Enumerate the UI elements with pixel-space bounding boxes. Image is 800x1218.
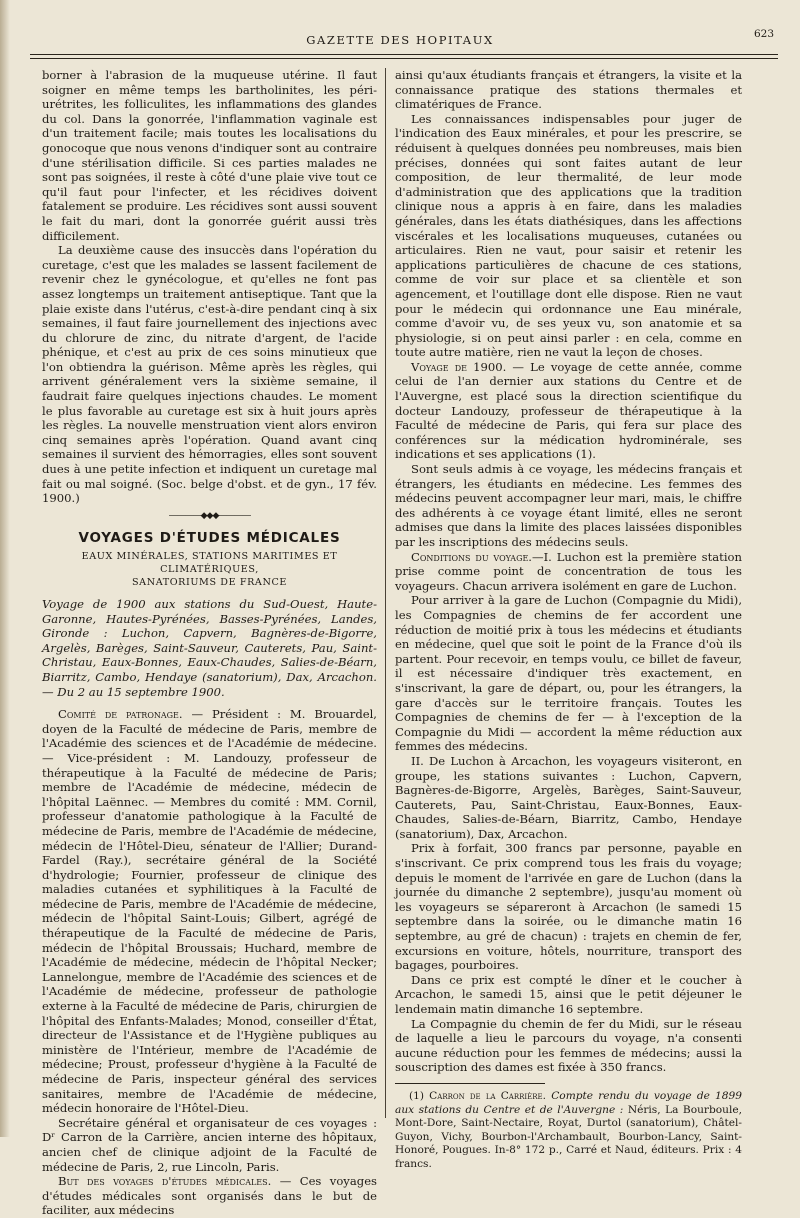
paragraph-secretaire: Secrétaire général et organisateur de ces voyages : Dʳ Carron de la Carrière, ancien interne des hôpitaux, ancien chef de clinique adjoint de la Faculté de médecine de Paris, 2, rue Lincoln, Paris.	[42, 1115, 377, 1174]
comite-text: — Président : M. Brouardel, doyen de la Faculté de médecine de Paris, membre de l'Académie des sciences et de l'Académie de médecine. — Vice-président : M. Landouzy, professeur de thérapeutique à la Faculté de médecine de Paris; membre de l'Académie de médecine, médecin de l'hôpital Laënnec. — Membres du comité : MM. Cornil, professeur d'anatomie pathologique à la Faculté de médecine de Paris, membre de l'Académie de médecine, médecin de l'Hôtel-Dieu, sénateur de l'Allier; Durand-Fardel (Ray.), secrétaire général de la Société d'hydrologie; Fournier, professeur de clinique des maladies cutanées et syphilitiques à la Faculté de médecine de Paris, membre de l'Académie de médecine, médecin de l'hôpital Saint-Louis; Gilbert, agrégé de thérapeutique de la Faculté de médecine de Paris, médecin de l'hôpital Broussais; Huchard, membre de l'Académie de médecine, médecin de l'hôpital Necker; Lannelongue, membre de l'Académie des sciences et de l'Académie de médecine, professeur de pathologie externe à la Faculté de médecine de Paris, chirurgien de l'hôpital des Enfants-Malades; Monod, conseiller d'État, directeur de l'Assistance et de l'Hygiène publiques au ministère de l'Intérieur, membre de l'Académie de médecine; Proust, professeur d'hygiène à la Faculté de médecine de Paris, inspecteur général des services sanitaires, membre de l'Académie de médecine, médecin honoraire de l'Hôtel-Dieu.	[42, 707, 377, 1116]
comite-label: Comité de patronage.	[58, 707, 183, 722]
paragraph-diner: Dans ce prix est compté le dîner et le coucher à Arcachon, le samedi 15, ainsi que le petit déjeuner le lendemain matin dimanche 16 septembre.	[395, 972, 742, 1016]
subtitle-line-2: SANATORIUMS DE FRANCE	[132, 577, 287, 588]
paragraph-admission: Sont seuls admis à ce voyage, les médecins français et étrangers, les étudiants en médecine. Les femmes des médecins peuvent accompagner leur mari, mais, le chiffre des adhérents à ce voyage étant limité, elles ne seront admises que dans la limite des places laissées disponibles par les inscriptions des médecins seuls.	[395, 462, 742, 549]
footnote-author: (1) Carron de la Carrière.	[409, 1089, 547, 1102]
column-divider	[385, 68, 386, 1118]
paragraph-stations: II. De Luchon à Arcachon, les voyageurs visiteront, en groupe, les stations suivantes : Luchon, Capvern, Bagnères-de-Bigorre, Argelès, Barèges, Saint-Sauveur, Cauterets, Pau, Saint-Christau, Eaux-Bonnes, Eaux-Chaudes, Salies-de-Béarn, Biarritz, Cambo, Hendaye (sanatorium), Dax, Arcachon.	[395, 753, 742, 841]
section-ornament: ————◆◆◆————	[168, 510, 251, 521]
subtitle-line-1: EAUX MINÉRALES, STATIONS MARITIMES ET CLIMATÉRIQUES,	[81, 551, 338, 575]
conditions-label: Conditions du voyage.	[411, 549, 532, 564]
page-header	[22, 28, 778, 56]
paragraph-prix: Prix à forfait, 300 francs par personne, payable en s'inscrivant. Ce prix comprend tous les frais du voyage; depuis le moment de l'arrivée en gare de Luchon (dans la journée du dimanche 2 septembre), jusqu'au moment où les voyageurs se sépareront à Arcachon (le samedi 15 septembre dans la soirée, ou le dimanche matin 16 septembre, au gré de chacun) : trajets en chemin de fer, excursions en voiture, hôtels, nourriture, transport des bagages, pourboires.	[395, 841, 742, 973]
conditions-text: —I. Luchon est la première station prise comme point de concentration de tous les voyageurs. Chacun arrivera isolément en gare de Luchon.	[395, 549, 743, 593]
section-title: VOYAGES D'ÉTUDES MÉDICALES	[78, 530, 341, 547]
paragraph-comite	[42, 707, 377, 1116]
left-column	[42, 68, 377, 1218]
header-rule-thick	[30, 54, 778, 55]
paragraph-continuation: ainsi qu'aux étudiants français et étrangers, la visite et la connaissance pratique des stations thermales et climatériques de France.	[395, 68, 742, 112]
but-label: But des voyages d'études médicales.	[58, 1174, 272, 1189]
itinerary: Voyage de 1900 aux stations du Sud-Ouest, Haute-Garonne, Hautes-Pyrénées, Basses-Pyrénées, Landes, Gironde : Luchon, Capvern, Bagnères-de-Bigorre, Argelès, Barèges, Saint-Sauveur, Cauterets, Pau, Saint-Christau, Eaux-Bonnes, Eaux-Chaudes, Salies-de-Béarn, Biarritz, Cambo, Hendaye (sanatorium), Dax, Arcachon. — Du 2 au 15 septembre 1900.	[42, 597, 377, 699]
footnote-title: Compte rendu du voyage de 1899 aux stations du Centre et de l'Auvergne :	[395, 1089, 743, 1116]
footnote-text: Néris, La Bourboule, Mont-Dore, Saint-Nectaire, Royat, Durtol (sanatorium), Châtel-Guyon, Vichy, Bourbon-l'Archambault, Bourbon-Lancy, Saint-Honoré, Pougues. In-8° 172 p., Carré et Naud, éditeurs. Prix : 4 francs.	[395, 1103, 742, 1170]
paragraph-compagnie-midi: La Compagnie du chemin de fer du Midi, sur le réseau de laquelle a lieu le parcours du voyage, n'a consenti aucune réduction pour les femmes de médecins; aussi la souscription des dames est fixée à 350 francs.	[395, 1016, 742, 1075]
header-rule-thin	[30, 58, 778, 59]
footnote	[395, 1090, 742, 1172]
page-edge-shadow	[0, 0, 10, 1137]
paragraph-but	[42, 1174, 377, 1218]
footnote-rule	[395, 1083, 545, 1084]
paragraph-conditions	[395, 550, 742, 594]
but-text: — Ces voyages d'études médicales sont organisés dans le but de faciliter, aux médecins	[42, 1174, 377, 1218]
paragraph-gare-luchon: Pour arriver à la gare de Luchon (Compagnie du Midi), les Compagnies de chemins de fer accordent une réduction de moitié prix à tous les médecins et étudiants en médecine, quel que soit le point de la France d'où ils partent. Pour recevoir, en temps voulu, ce billet de faveur, il est nécessaire d'indiquer très exactement, en s'inscrivant, la gare de départ, ou, pour les étrangers, la gare d'accès sur le territoire français. Toutes les Compagnies de chemins de fer — à l'exception de la Compagnie du Midi — accordent la même réduction aux femmes des médecins.	[395, 593, 742, 754]
voyage-label: Voyage de 1900.	[411, 359, 507, 374]
running-title: GAZETTE DES HOPITAUX	[306, 33, 494, 47]
paragraph-connaissances: Les connaissances indispensables pour juger de l'indication des Eaux minérales, et pour les prescrire, se réduisent à quelques données peu nombreuses, mais bien précises, données qui sont faites autant de leur composition, de leur thermalité, de leur mode d'administration que des applications que la tradition clinique nous a appris à en faire, dans les maladies générales, dans les états diathésiques, dans les affections viscérales et les localisations muqueuses, cutanées ou articulaires. Rien ne vaut, pour saisir et retenir les applications particulières de chacune de ces stations, comme de voir sur place et sa clientèle et son agencement, et l'outillage dont elle dispose. Rien ne vaut pour le médecin qui ordonnance une Eau minérale, comme d'avoir vu, de ses yeux vu, son anatomie et sa physiologie, si on peut ainsi parler : en cela, comme en toute autre matière, rien ne vaut la leçon de choses.	[395, 111, 742, 360]
paragraph-voyage-1900	[395, 360, 742, 462]
paragraph-curetage: La deuxième cause des insuccès dans l'opération du curetage, c'est que les malades se lassent facilement de revenir chez le gynécologue, et qu'elles ne font pas assez longtemps un traitement antiseptique. Tant que la plaie existe dans l'utérus, c'est-à-dire pendant cinq à six semaines, il faut faire journellement des injections avec du chlorure de zinc, du nitrate d'argent, de l'acide phénique, et c'est au prix de ces soins minutieux que l'on obtiendra la guérison. Même après les règles, qui arrivent généralement vers la sixième semaine, il faudrait faire quelques injections chaudes. Le moment le plus favorable au curetage est six à huit jours après les règles. La nouvelle menstruation vient alors environ cinq semaines après l'opération. Quand avant cinq semaines il survient des hémorragies, elles sont souvent dues à une petite infection et indiquent un curetage mal fait ou mal soigné. (Soc. belge d'obst. et de gyn., 17 fév. 1900.)	[42, 243, 377, 506]
right-column	[395, 68, 743, 1170]
section-subtitle	[42, 550, 377, 589]
voyage-text: — Le voyage de cette année, comme celui de l'an dernier aux stations du Centre et de l'Auvergne, est placé sous la direction scientifique du docteur Landouzy, professeur de thérapeutique à la Faculté de médecine de Paris, qui fera sur place des conférences sur la médication hydrominérale, ses indications et ses applications (1).	[395, 359, 742, 462]
article-continuation: borner à l'abrasion de la muqueuse utérine. Il faut soigner en même temps les bartholinites, les péri-urétrites, les folliculites, les inflammations des glandes du col. Dans la gonorrée, l'inflammation vaginale est d'un traitement facile; mais toutes les localisations du gonocoque que nous venons d'indiquer sont au contraire d'une stérilisation difficile. Si ces parties malades ne sont pas soignées, il reste à côté d'une plaie vive tout ce qu'il faut pour l'infecter, et les récidives doivent fatalement se produire. Les récidives sont aussi souvent le fait du mari, dont la gonorrée guérit aussi très difficilement.	[42, 68, 377, 243]
page-number: 623	[753, 28, 774, 40]
